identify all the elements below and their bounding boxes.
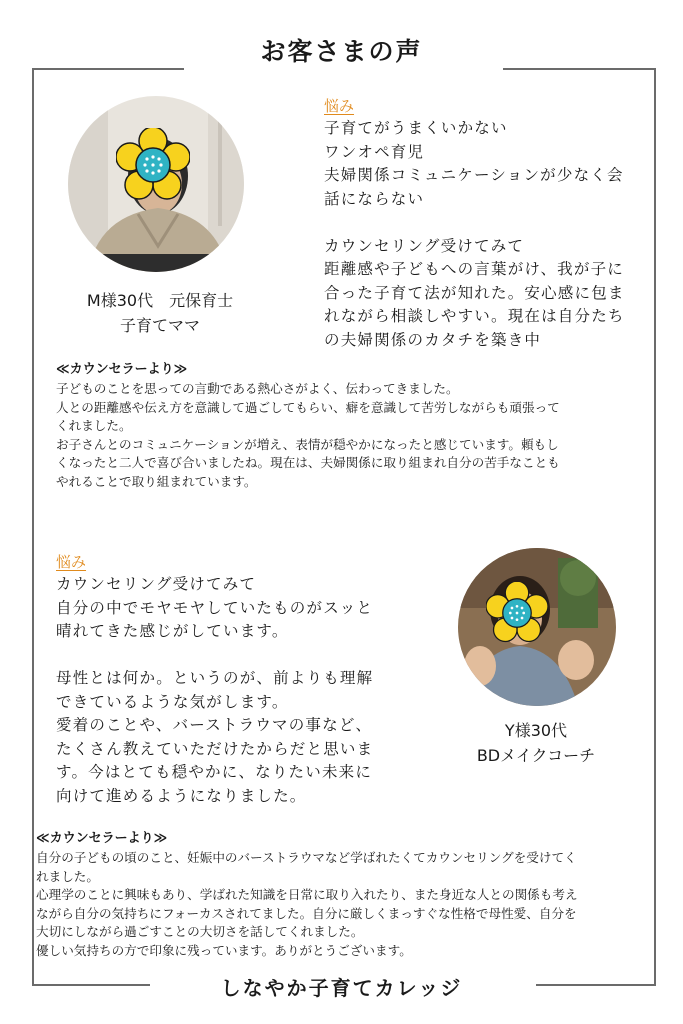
counselor-line: 人との距離感や伝え方を意識して過ごしてもらい、癖を意識して苦労しながらも頑張って <box>56 399 560 415</box>
voice2-line: す。今はとても穏やかに、なりたい未来に <box>56 763 373 781</box>
counselor-line: 優しい気持ちの方で印象に残っています。ありがとうございます。 <box>36 942 412 958</box>
voice2-text <box>56 573 373 808</box>
frame-right <box>654 68 656 986</box>
voice2-line: カウンセリング受けてみて <box>56 575 257 593</box>
voice1-line: 距離感や子どもへの言葉がけ、我が子に <box>324 260 624 278</box>
voice1-text <box>324 117 625 352</box>
frame-left <box>32 68 34 986</box>
customer-y-job: BDメイクコーチ <box>476 746 596 765</box>
page-title: お客さまの声 <box>260 37 423 66</box>
counselor-line: 心理学のことに興味もあり、学ばれた知識を日常に取り入れたり、また身近な人との関係も考え <box>36 887 578 902</box>
counselor-line: 自分の子どもの頃のこと、妊娠中のバーストラウマなど学ばれたくてカウンセリングを受けてく <box>36 850 577 865</box>
frame-top-right <box>503 68 656 70</box>
counselor-comment-2 <box>36 849 578 960</box>
voice1-line: ワンオペ育児 <box>324 142 425 161</box>
customer-m-caption <box>60 288 260 338</box>
counselor-line: お子さんとのコミュニケーションが増え、表情が穏やかになったと感じています。頼もし <box>56 436 559 452</box>
counselor-line: 子どものことを思っての言動である熱心さがよく、伝わってきました。 <box>56 381 459 396</box>
counselor-line: 大切にしながら過ごすことの大切さを話してくれました。 <box>36 924 364 939</box>
voice2-line: 自分の中でモヤモヤしていたものがスッと <box>56 598 374 617</box>
customer-m-profile: M様30代 元保育士 <box>86 291 234 310</box>
voice2-line: できているような気がします。 <box>56 692 289 711</box>
voice1-line: 夫婦関係コミュニケーションが少なく会 <box>324 166 624 184</box>
worry-label-2: 悩み <box>56 553 87 571</box>
customer-y-caption <box>436 718 636 768</box>
voice1-line: 話にならない <box>324 189 425 208</box>
counselor-line: れました。 <box>36 868 99 884</box>
voice1-line: 合った子育て法が知れた。安心感に包ま <box>324 283 625 302</box>
customer-y-profile: Y様30代 <box>504 721 568 740</box>
voice1-blank <box>324 211 625 235</box>
frame-top-left <box>32 68 184 70</box>
footer-brand: しなやか子育てカレッジ <box>220 976 463 1000</box>
voice2-line: 向けて進めるようになりました。 <box>56 786 307 805</box>
counselor-heading-1: ≪カウンセラーより≫ <box>56 362 188 377</box>
counselor-line: ながら自分の気持ちにフォーカスされてました。自分に厳しくまっすぐな性格で母性愛、自分を <box>36 905 577 921</box>
counselor-line: やれることで取り組まれています。 <box>56 473 257 489</box>
voice2-blank <box>56 644 373 668</box>
counselor-comment-1 <box>56 380 560 491</box>
voice2-line: 愛着のことや、バーストラウマの事など、 <box>56 716 373 734</box>
counselor-line: くれました。 <box>56 418 132 433</box>
voice2-line: 母性とは何か。というのが、前よりも理解 <box>56 669 374 687</box>
voice2-line: たくさん教えていただけたからだと思いま <box>56 739 374 758</box>
voice1-line: れながら相談しやすい。現在は自分たち <box>324 307 625 325</box>
worry-label-1: 悩み <box>324 97 355 115</box>
counselor-line: くなったと二人で喜び合いましたね。現在は、夫婦関係に取り組まれ自分の苦手なことも <box>56 455 560 470</box>
voice1-line: 子育てがうまくいかない <box>324 119 508 137</box>
flower-sticker-icon <box>116 128 190 202</box>
counselor-heading-2: ≪カウンセラーより≫ <box>36 831 168 846</box>
voice1-line: カウンセリング受けてみて <box>324 236 525 255</box>
customer-m-job: 子育てママ <box>119 316 200 335</box>
flower-sticker-icon <box>486 582 548 644</box>
voice2-line: 晴れてきた感じがしています。 <box>56 622 289 640</box>
voice1-line: の夫婦関係のカタチを築き中 <box>324 330 542 349</box>
